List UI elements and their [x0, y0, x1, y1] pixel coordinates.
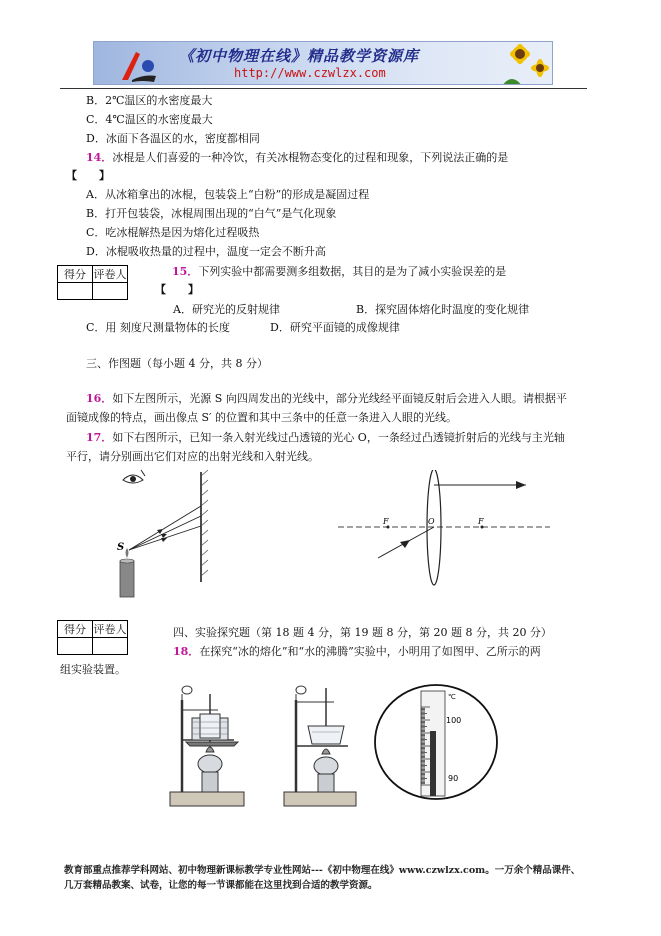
lens-figure — [338, 470, 553, 595]
grader-header: 评卷人 — [93, 621, 128, 638]
q15-option-d: D．研究平面镜的成像规律 — [270, 321, 400, 334]
q15-text: 下列实验中都需要测多组数据，其目的是为了减小实验误差的是 — [198, 265, 507, 278]
q14-option-c: C．吃冰棍解热是因为熔化过程吸热 — [86, 226, 260, 239]
q16-text-1: 如下左图所示，光源 S 向四周发出的光线中，部分光线经平面镜反射后会进入人眼。请根据平 — [112, 392, 567, 405]
q14-bracket: 【 】 — [66, 169, 110, 182]
q13-option-b: B．2℃温区的水密度最大 — [86, 94, 213, 107]
q15-number: 15． — [172, 265, 199, 278]
candle-icon — [120, 548, 134, 597]
score-cell[interactable] — [58, 638, 93, 655]
banner-title: 《初中物理在线》精品教学资源库 — [179, 47, 420, 65]
q14-option-a: A．从冰箱拿出的冰棍，包装袋上“白粉”的形成是凝固过程 — [86, 188, 370, 201]
q14-number: 14． — [86, 151, 113, 164]
section-4-heading: 四、实验探究题（第 18 题 4 分，第 19 题 8 分，第 20 题 8 分，共 20 分） — [173, 626, 552, 639]
score-header: 得分 — [58, 621, 93, 638]
q17-number: 17． — [86, 431, 113, 444]
sunflower-icon — [492, 42, 553, 85]
apparatus-water-boiling — [282, 680, 360, 808]
mercury-column — [430, 731, 436, 796]
q18-line-1 — [173, 644, 541, 659]
focal-label-left: F — [383, 517, 389, 526]
q15-bracket: 【 】 — [155, 283, 199, 296]
grader-header: 评卷人 — [93, 266, 128, 283]
q17-line-2: 平行，请分别画出它们对应的出射光线和入射光线。 — [66, 450, 319, 463]
q15-option-b: B．探究固体熔化时温度的变化规律 — [356, 303, 530, 316]
tick-label-90: 90 — [448, 774, 459, 783]
grader-cell[interactable] — [93, 638, 128, 655]
q17-line-1 — [86, 430, 565, 445]
q16-line-2: 面镜成像的特点，画出像点 S′ 的位置和其中三条中的任意一条进入人眼的光线。 — [66, 411, 458, 424]
score-table — [57, 265, 128, 300]
q14-option-b: B．打开包装袋，冰棍周围出现的“白气”是气化现象 — [86, 207, 337, 220]
q14-option-d: D．冰棍吸收热量的过程中，温度一定会不断升高 — [86, 245, 326, 258]
q15-stem — [172, 264, 506, 279]
score-header: 得分 — [58, 266, 93, 283]
q18-number: 18． — [173, 645, 200, 658]
grader-cell[interactable] — [93, 283, 128, 300]
footer-line-1: 教育部重点推荐学科网站、初中物理新课标教学专业性网站---《初中物理在线》www.czwlzx.com。一万余个精品课件、 — [64, 865, 581, 876]
header-rule — [60, 88, 587, 89]
score-cell[interactable] — [58, 283, 93, 300]
q13-option-d: D．冰面下各温区的水，密度都相同 — [86, 132, 260, 145]
q15-option-a: A．研究光的反射规律 — [173, 303, 280, 316]
score-table-2 — [57, 620, 128, 655]
footer-line-2: 几万套精品教案、试卷，让您的每一节课都能在这里找到合适的教学资源。 — [64, 880, 378, 891]
light-rays — [129, 506, 201, 550]
thermometer-figure — [373, 683, 499, 801]
apparatus-ice-melting — [168, 680, 248, 808]
header-banner — [93, 41, 553, 85]
mirror-figure — [105, 462, 215, 607]
eye-icon — [123, 470, 145, 483]
q18-line-2: 组实验装置。 — [60, 663, 126, 676]
q16-number: 16． — [86, 392, 113, 405]
section-3-heading: 三、作图题（每小题 4 分，共 8 分） — [86, 357, 268, 370]
tick-label-100: 100 — [446, 716, 462, 725]
unit-label: ℃ — [448, 693, 456, 701]
focal-label-right: F — [478, 517, 484, 526]
q16-line-1 — [86, 391, 567, 406]
q17-text-1: 如下右图所示，已知一条入射光线过凸透镜的光心 O，一条经过凸透镜折射后的光线与主光轴 — [112, 431, 565, 444]
q15-option-c: C．用 刻度尺测量物体的长度 — [86, 321, 230, 334]
banner-url[interactable]: http://www.czwlzx.com — [234, 66, 386, 80]
q18-text-1: 在探究“冰的熔化”和“水的沸腾”实验中，小明用了如图甲、乙所示的两 — [199, 645, 541, 658]
source-label-s: S — [117, 542, 125, 553]
site-logo-icon — [114, 46, 174, 84]
q13-option-c: C．4℃温区的水密度最大 — [86, 113, 213, 126]
optical-center-label: O — [428, 517, 435, 526]
q14-text: 冰棍是人们喜爱的一种冷饮，有关冰棍物态变化的过程和现象，下列说法正确的是 — [112, 151, 509, 164]
q14-stem — [86, 150, 508, 165]
